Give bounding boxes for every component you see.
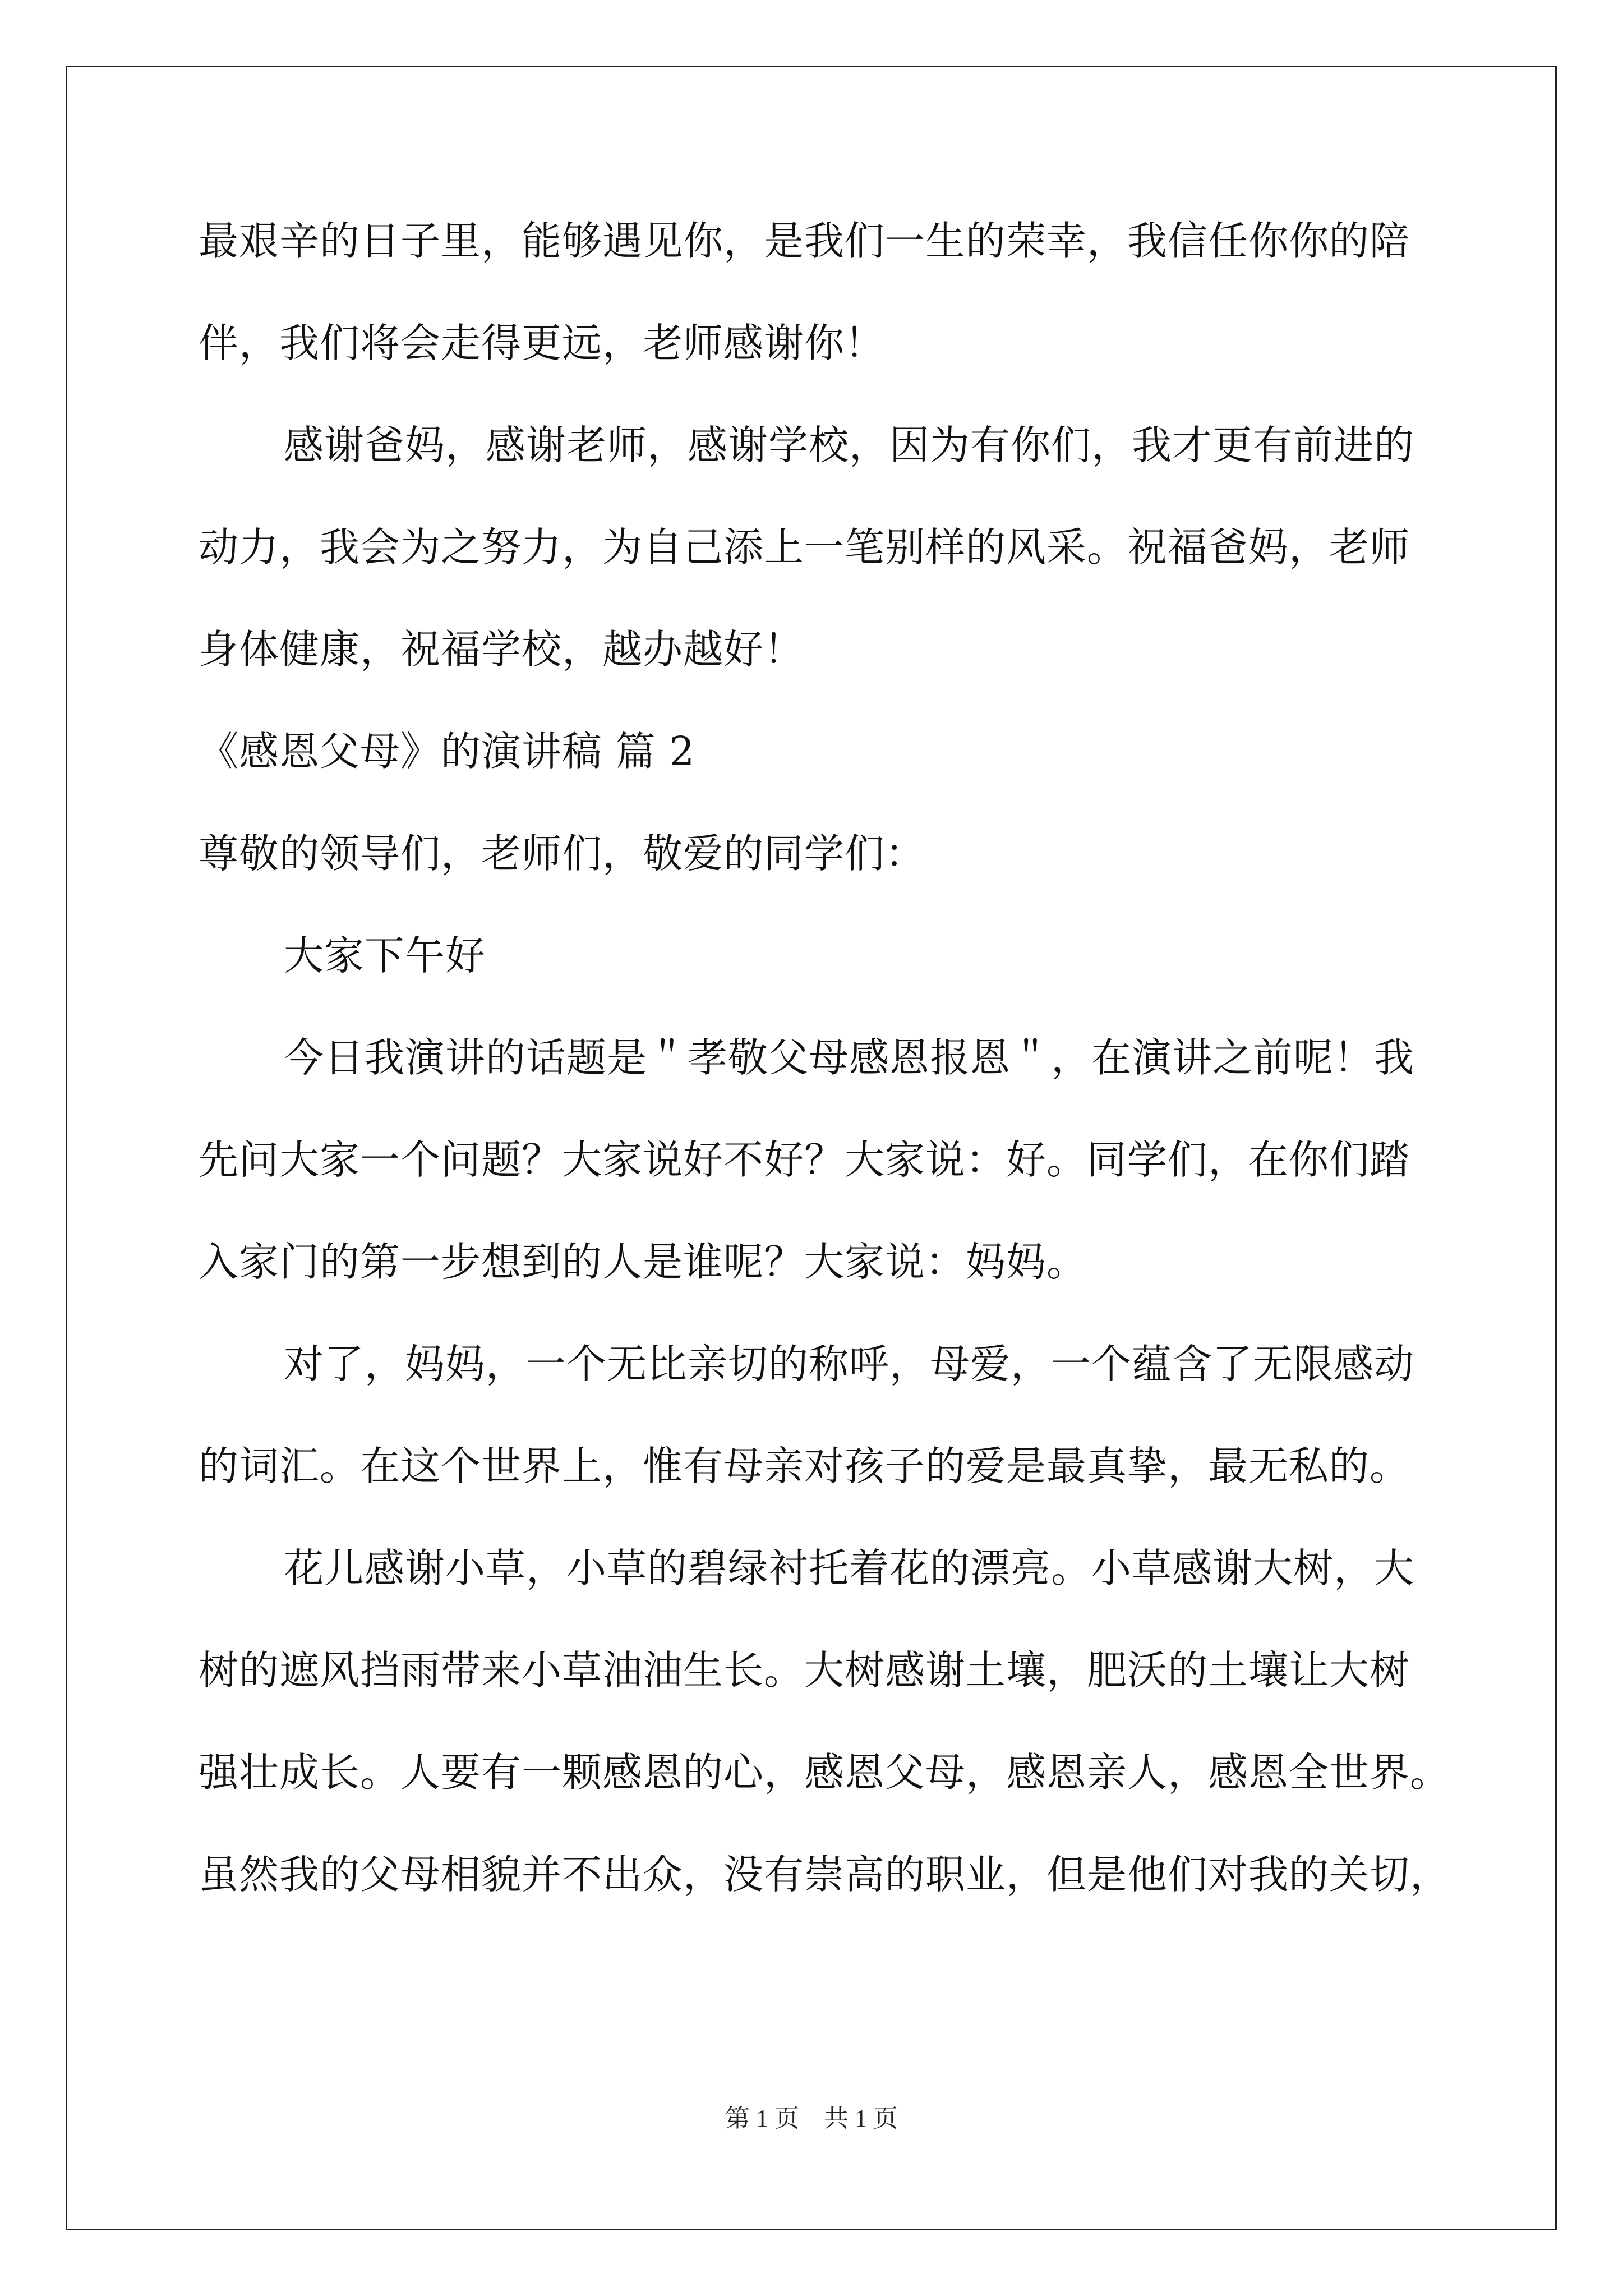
section-heading: 《感恩父母》的演讲稿 篇 2 [199, 728, 695, 775]
paragraph-start: 感谢爸妈，感谢老师，感谢学校，因为有你们，我才更有前进的 [284, 422, 1415, 468]
body-line: 先问大家一个问题？大家说好不好？大家说：好。同学们，在你们踏 [199, 1137, 1410, 1183]
salutation: 尊敬的领导们，老师们，敬爱的同学们： [199, 830, 926, 877]
greeting: 大家下午好 [284, 932, 486, 979]
body-line: 最艰辛的日子里，能够遇见你，是我们一生的荣幸，我信任你你的陪 [199, 218, 1410, 264]
page-number-footer: 第 1 页 共 1 页 [725, 2105, 898, 2132]
body-line: 入家门的第一步想到的人是谁呢？大家说：妈妈。 [199, 1239, 1087, 1285]
body-line: 伴，我们将会走得更远，老师感谢你！ [199, 320, 886, 366]
paragraph-start: 花儿感谢小草，小草的碧绿衬托着花的漂亮。小草感谢大树，大 [284, 1545, 1415, 1591]
document-body [199, 216, 1451, 1952]
body-line: 动力，我会为之努力，为自己添上一笔别样的风采。祝福爸妈，老师 [199, 524, 1410, 570]
paragraph-start: 对了，妈妈，一个无比亲切的称呼，母爱，一个蕴含了无限感动 [284, 1341, 1415, 1387]
body-line: 树的遮风挡雨带来小草油油生长。大树感谢土壤，肥沃的土壤让大树 [199, 1647, 1410, 1694]
body-line: 虽然我的父母相貌并不出众，没有崇高的职业，但是他们对我的关切， [199, 1851, 1451, 1898]
paragraph-start: 今日我演讲的话题是＂孝敬父母感恩报恩＂，在演讲之前呢！我 [284, 1034, 1415, 1081]
body-line: 强壮成长。人要有一颗感恩的心，感恩父母，感恩亲人，感恩全世界。 [199, 1749, 1451, 1796]
body-line: 身体健康，祝福学校，越办越好！ [199, 626, 805, 673]
body-line: 的词汇。在这个世界上，惟有母亲对孩子的爱是最真挚，最无私的。 [199, 1443, 1410, 1489]
